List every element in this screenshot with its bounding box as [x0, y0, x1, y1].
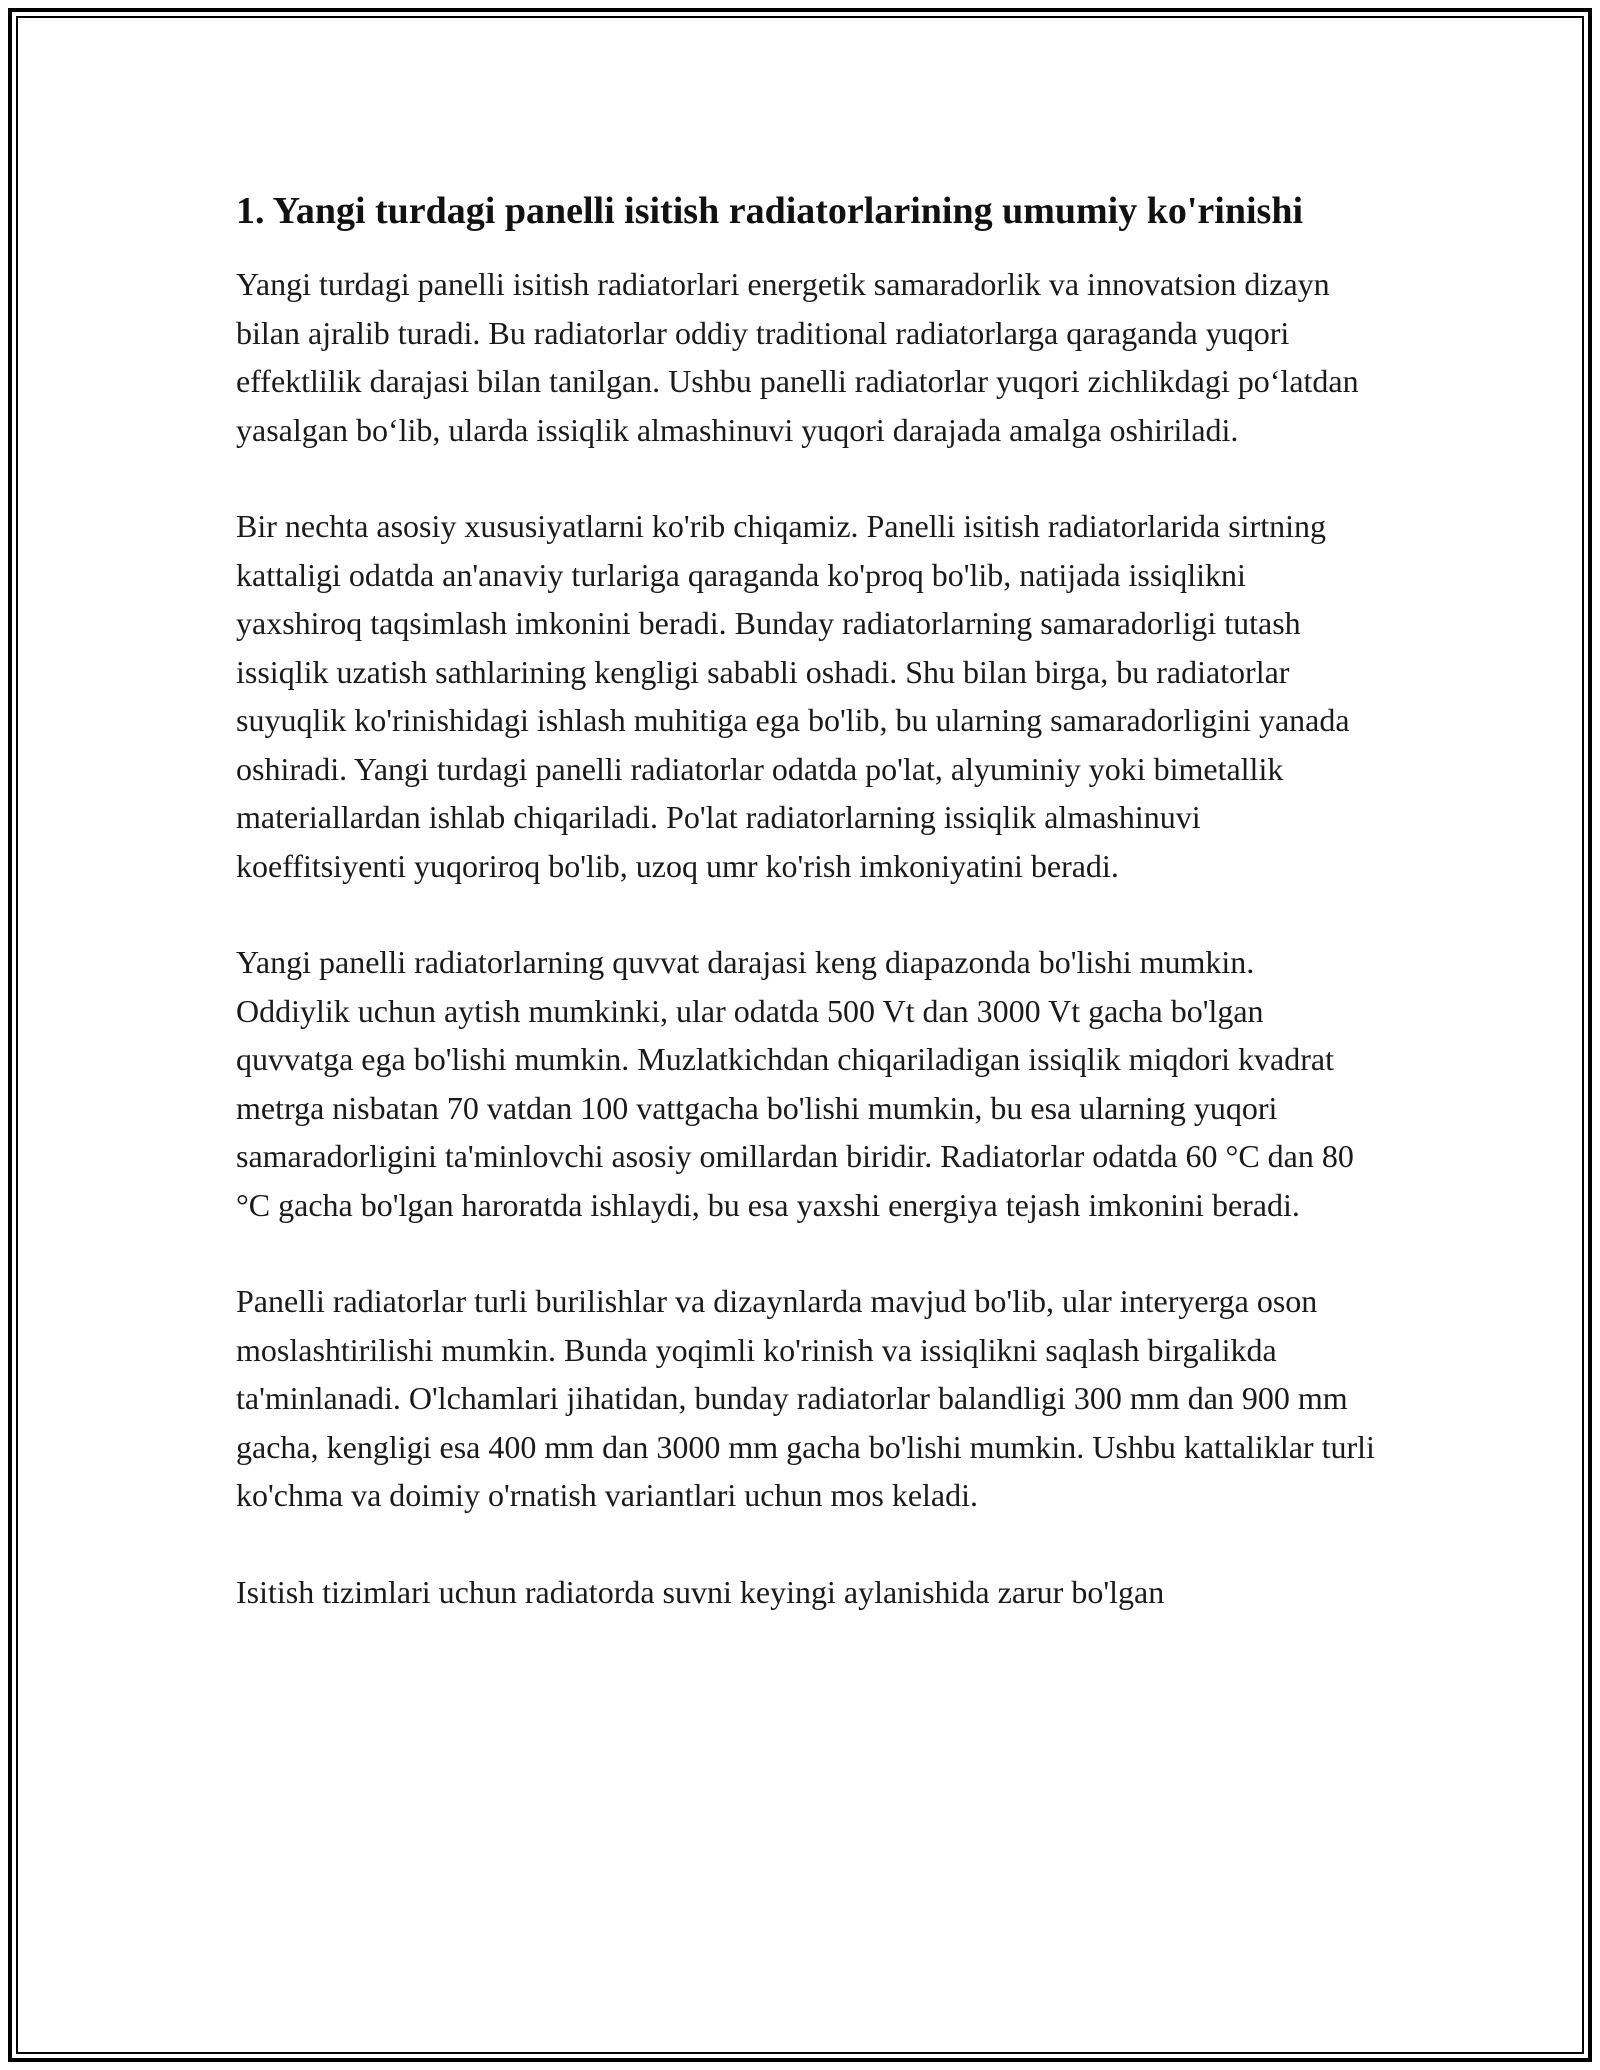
section-heading: 1. Yangi turdagi panelli isitish radiatorlarining umumiy ko'rinishi	[236, 190, 1304, 232]
paragraph-5: Isitish tizimlari uchun radiatorda suvni keyingi aylanishida zarur bo'lgan	[236, 1573, 1165, 1610]
paragraph-4: Panelli radiatorlar turli burilishlar va dizaynlarda mavjud bo'lib, ular interyerga oson moslashtirilishi mumkin. Bunda yoqimli ko'rinish va issiqlikni saqlash birgalikda ta'minlanadi. O'lchamlari jihatidan, bunday radiatorlar balandligi 300 mm dan 900 mm gacha, kengligi esa 400 mm dan 3000 mm gacha bo'lishi mumkin. Ushbu kattaliklar turli ko'chma va doimiy o'rnatish variantlari uchun mos keladi.	[236, 1283, 1375, 1513]
paragraph-3: Yangi panelli radiatorlarning quvvat darajasi keng diapazonda bo'lishi mumkin. Oddiylik uchun aytish mumkinki, ular odatda 500 Vt dan 3000 Vt gacha bo'lgan quvvatga ega bo'lishi mumkin. Muzlatkichdan chiqariladigan issiqlik miqdori kvadrat metrga nisbatan 70 vatdan 100 vattgacha bo'lishi mumkin, bu esa ularning yuqori samaradorligini ta'minlovchi asosiy omillardan biridir. Radiatorlar odatda 60 °C dan 80 °C gacha bo'lgan haroratda ishlaydi, bu esa yaxshi energiya tejash imkonini beradi.	[236, 944, 1354, 1223]
document-body	[236, 184, 1376, 1664]
paragraph-1: Yangi turdagi panelli isitish radiatorlari energetik samaradorlik va innovatsion dizayn bilan ajralib turadi. Bu radiatorlar oddiy traditional radiatorlarga qaraganda yuqori effektlilik darajasi bilan tanilgan. Ushbu panelli radiatorlar yuqori zichlikdagi po‘latdan yasalgan bo‘lib, ularda issiqlik almashinuvi yuqori darajada amalga oshiriladi.	[236, 266, 1359, 448]
paragraph-2: Bir nechta asosiy xususiyatlarni ko'rib chiqamiz. Panelli isitish radiatorlarida sirtning kattaligi odatda an'anaviy turlariga qaraganda ko'proq bo'lib, natijada issiqlikni yaxshiroq taqsimlash imkonini beradi. Bunday radiatorlarning samaradorligi tutash issiqlik uzatish sathlarining kengligi sababli oshadi. Shu bilan birga, bu radiatorlar suyuqlik ko'rinishidagi ishlash muhitiga ega bo'lib, bu ularning samaradorligini yanada oshiradi. Yangi turdagi panelli radiatorlar odatda po'lat, alyuminiy yoki bimetallik materiallardan ishlab chiqariladi. Po'lat radiatorlarning issiqlik almashinuvi koeffitsiyenti yuqoriroq bo'lib, uzoq umr ko'rish imkoniyatini beradi.	[236, 508, 1350, 884]
